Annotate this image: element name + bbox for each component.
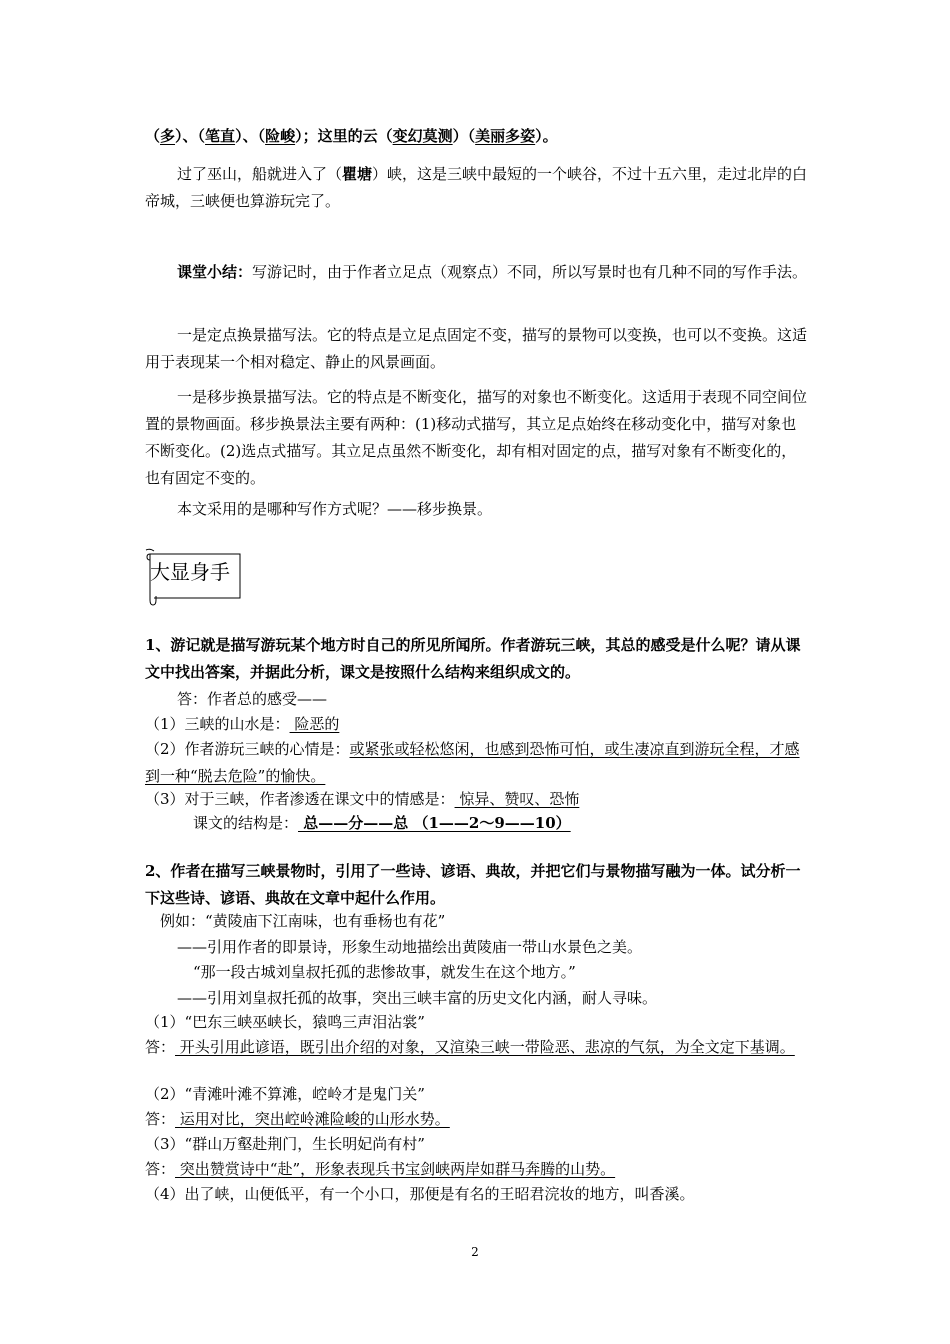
item-2-answer: 答： 运用对比，突出崆岭滩险峻的山形水势。 <box>145 1110 450 1128</box>
cloud-mountain-line: （多）、（笔直）、（险峻）；这里的云（变幻莫测）（美丽多姿）。 <box>145 127 558 145</box>
answer-2: （2）作者游玩三峡的心情是：或紧张或轻松悠闲，也感到恐怖可怕，或生凄凉直到游玩全程，才感到一种“脱去危险”的愉快。 <box>145 740 800 785</box>
answer-blank: 总——分——总 （1——2～9——10） <box>298 814 571 832</box>
answer-intro: 答：作者总的感受—— <box>177 690 328 708</box>
answer-blank: 开头引用此谚语，既引出介绍的对象，又渲染三峡一带险恶、悲凉的气氛，为全文定下基调。 <box>175 1038 795 1056</box>
answer-blank: 多 <box>160 127 176 145</box>
answer-blank: 突出赞赏诗中“赴”，形象表现兵书宝剑峡两岸如群马奔腾的山势。 <box>175 1160 616 1178</box>
answer-blank: 笔直 <box>205 127 236 145</box>
moving-point-paragraph: 一是移步换景描写法。它的特点是不断变化，描写的对象也不断变化。这适用于表现不同空间位置的景物画面。移步换景法主要有两种：(1)移动式描写，其立足点始终在移动变化中，描写对象也不断变化。(2)选点式描写。其立足点虽然不断变化，却有相对固定的点，描写对象有不断变化的，也有固定不变的。 <box>145 388 808 487</box>
summary-paragraph: 课堂小结：写游记时，由于作者立足点（观察点）不同，所以写景时也有几种不同的写作手法。 <box>177 263 808 281</box>
banner-label: 大显身手 <box>150 560 230 584</box>
summary-heading: 课堂小结： <box>177 263 253 281</box>
answer-blank: 险恶的 <box>289 715 340 733</box>
answer-1: （1）三峡的山水是： 险恶的 <box>145 715 340 733</box>
example-2-note: ——引用刘皇叔托孤的故事，突出三峡丰富的历史文化内涵，耐人寻味。 <box>177 989 658 1007</box>
structure-answer: 课文的结构是： 总——分——总 （1——2～9——10） <box>193 814 571 832</box>
qutang-paragraph: 过了巫山，船就进入了（瞿塘）峡，这是三峡中最短的一个峡谷，不过十五六里，走过北岸的白帝城，三峡便也算游玩完了。 <box>145 165 808 210</box>
answer-3: （3）对于三峡，作者渗透在课文中的情感是： 惊异、赞叹、恐怖 <box>145 790 580 808</box>
answer-blank: 或紧张或轻松悠闲，也感到恐怖可怕，或生凄凉直到游玩全程，才感到一种“脱去危险”的愉快。 <box>145 740 800 785</box>
example-1: 例如：“黄陵庙下江南味，也有垂杨也有花” <box>160 912 446 930</box>
answer-blank: 惊异、赞叹、恐怖 <box>454 790 580 808</box>
method-question: 本文采用的是哪种写作方式呢？——移步换景。 <box>177 500 493 518</box>
example-1-note: ——引用作者的即景诗，形象生动地描绘出黄陵庙一带山水景色之美。 <box>177 938 643 956</box>
question-1: 1、游记就是描写游玩某个地方时自己的所见所闻所。作者游玩三峡，其总的感受是什么呢？请从课文中找出答案，并据此分析，课文是按照什么结构来组织成文的。 <box>145 636 801 681</box>
answer-blank: 美丽多姿 <box>475 127 536 145</box>
fixed-point-paragraph: 一是定点换景描写法。它的特点是立足点固定不变，描写的景物可以变换，也可以不变换。这适用于表现某一个相对稳定、静止的风景画面。 <box>145 326 808 371</box>
item-4: （4）出了峡，山便低平，有一个小口，那便是有名的王昭君浣妆的地方，叫香溪。 <box>145 1185 695 1203</box>
example-2: “那一段古城刘皇叔托孤的悲惨故事，就发生在这个地方。” <box>193 963 576 981</box>
item-1-answer: 答： 开头引用此谚语，既引出介绍的对象，又渲染三峡一带险恶、悲凉的气氛，为全文定下基调。 <box>145 1038 795 1056</box>
question-2: 2、作者在描写三峡景物时，引用了一些诗、谚语、典故，并把它们与景物描写融为一体。试分析一下这些诗、谚语、典故在文章中起什么作用。 <box>145 862 801 907</box>
page-number: 2 <box>471 1245 479 1259</box>
item-2: （2）“青滩叶滩不算滩，崆岭才是鬼门关” <box>145 1085 425 1103</box>
answer-blank: 运用对比，突出崆岭滩险峻的山形水势。 <box>175 1110 450 1128</box>
item-3-answer: 答： 突出赞赏诗中“赴”，形象表现兵书宝剑峡两岸如群马奔腾的山势。 <box>145 1160 616 1178</box>
answer-blank: 险峻 <box>265 127 296 145</box>
answer-blank: 变幻莫测 <box>392 127 453 145</box>
item-3: （3）“群山万壑赴荆门，生长明妃尚有村” <box>145 1135 425 1153</box>
item-1: （1）“巴东三峡巫峡长，猿鸣三声泪沾裳” <box>145 1013 425 1031</box>
